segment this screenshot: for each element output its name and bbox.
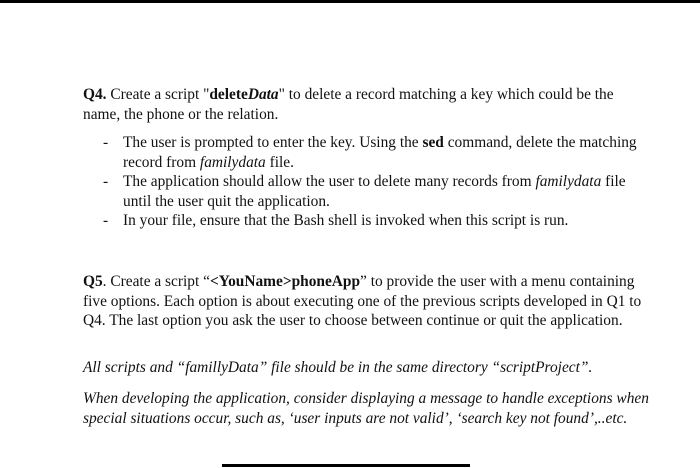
q5-text-part2: ” to provide the user with a menu containing five options. Each option is about executing one of the previous scripts developed in Q1 to Q4. The last option you ask the user to choose between continue or quit the application.	[83, 273, 642, 329]
note-directory: All scripts and “famillyData” file should be in the same directory “scriptProject”.	[83, 359, 593, 376]
question-q5	[83, 272, 653, 331]
bullet-1-text-b: command, delete the matching record from	[123, 134, 637, 171]
q5-script-name: <YouName>phoneApp	[209, 273, 361, 290]
bullet-2-text-a: The application should allow the user to delete many records from	[123, 173, 536, 190]
bullet-1-filename: familydata	[199, 153, 266, 171]
q4-script-name-italic: Data	[247, 86, 279, 103]
list-item	[103, 211, 643, 231]
q5-text-part1: . Create a script “	[102, 273, 210, 290]
bullet-2-filename: familydata	[535, 173, 602, 190]
note-exceptions: When developing the application, consider displaying a message to handle exceptions when special situations occur, such as, ‘user inputs are not valid’, ‘search key not found’,..etc.	[83, 390, 649, 427]
q4-requirements-list	[103, 133, 643, 231]
q4-number: Q4.	[83, 86, 107, 103]
list-item	[103, 172, 643, 211]
q5-number: Q5	[83, 273, 103, 290]
bullet-1-text-a: The user is prompted to enter the key. Using the	[123, 134, 423, 151]
q4-text-part1: Create a script "	[106, 86, 210, 103]
bullet-2-text-b: file until the user quit the application.	[123, 173, 626, 210]
list-item	[103, 133, 643, 172]
bottom-border-line	[222, 464, 470, 467]
q4-script-name-plain: delete	[209, 86, 248, 103]
bullet-3-text: In your file, ensure that the Bash shell is invoked when this script is run.	[123, 212, 569, 229]
bullet-1-text-c: file.	[265, 153, 294, 171]
bullet-1-sed-command: sed	[422, 134, 444, 151]
q4-text-part2: " to delete a record matching a key which could be the name, the phone or the relation.	[83, 86, 614, 123]
top-border-line	[0, 0, 700, 3]
question-q4	[83, 85, 653, 124]
